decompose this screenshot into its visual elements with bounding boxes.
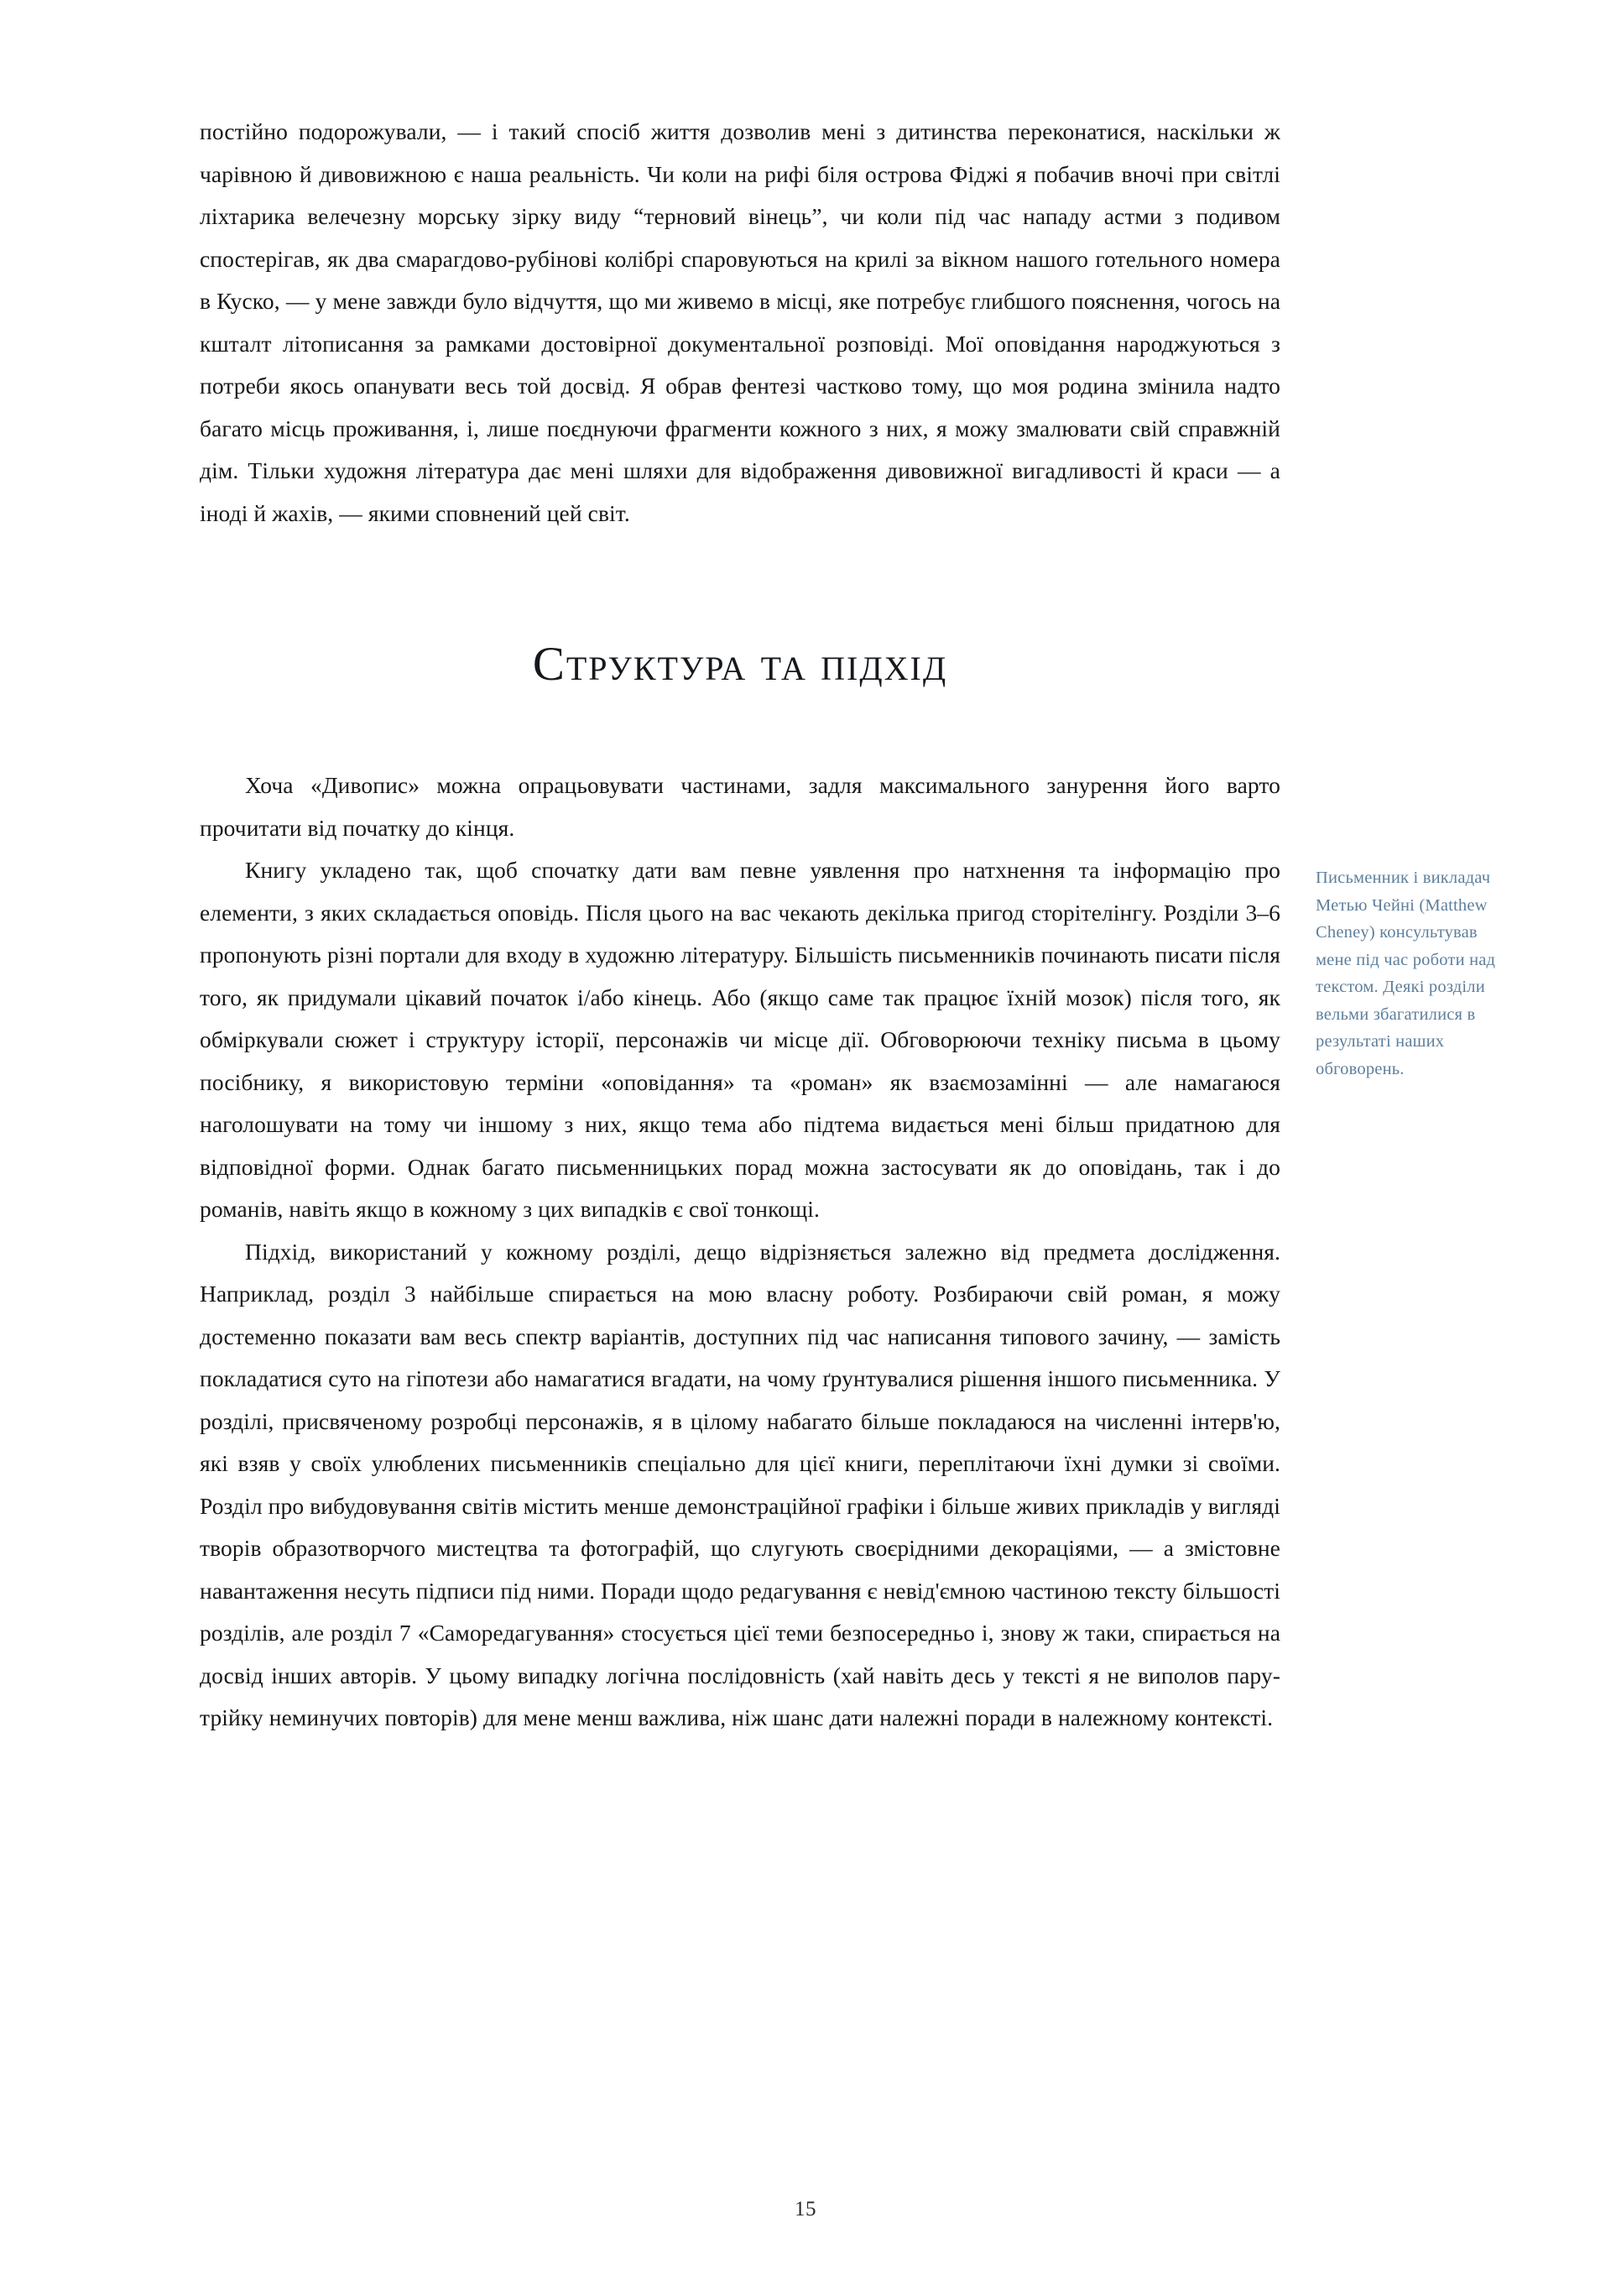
spacer-before-heading (200, 535, 1280, 637)
section-paragraph-3: Підхід, використаний у кожному розділі, дещо відрізняється залежно від предмета дослідження. Наприклад, розділ 3 найбільше спирається на мою власну роботу. Розбираючи свій роман, я можу достеменно показати вам весь спектр варіантів, доступних під час написання типового зачину, — замість покладатися суто на гіпотези або намагатися вгадати, на чому ґрунтувалися рішення іншого письменника. У розділі, присвяченому розробці персонажів, я в цілому набагато більше покладаюся на численні інтерв'ю, які взяв у своїх улюблених письменників спеціально для цієї книги, переплітаючи їхні думки зі своїми. Розділ про вибудовування світів містить менше демонстраційної графіки і більше живих прикладів у вигляді творів образотворчого мистецтва та фотографій, що слугують своєрідними декораціями, — а змістовне навантаження несуть підписи під ними. Поради щодо редагування є невід'ємною частиною тексту більшості розділів, але розділ 7 «Саморедагування» стосується цієї теми безпосередньо і, знову ж таки, спирається на досвід інших авторів. У цьому випадку логічна послідовність (хай навіть десь у тексті я не виполов пару-трійку неминучих повторів) для мене менш важлива, ніж шанс дати належні поради в належному контексті. (200, 1238, 1280, 1730)
intro-paragraph: постійно подорожували, — і такий спосіб життя дозволив мені з дитинства переконатися, наскільки ж чарівною й дивовижною є наша реальність. Чи коли на рифі біля острова Фіджі я побачив вночі при світлі ліхтарика велечезну морську зірку виду “терновий вінець”, чи коли під час нападу астми з подивом спостерігав, як два смарагдово-рубінові колібрі спаровуються на крилі за вікном нашого готельного номера в Куско, — у мене завжди було відчуття, що ми живемо в місці, яке потребує глибшого пояснення, чогось на кшталт літописання за рамками достовірної документальної розповіді. Мої оповідання народжуються з потреби якось опанувати весь той досвід. Я обрав фентезі частково тому, що моя родина змінила надто багато місць проживання, і, лише поєднуючи фрагменти кожного з них, я можу змалювати свій справжній дім. Тільки художня література дає мені шляхи для відображення дивовижної вигадливості й краси — а іноді й жахів, — якими сповнений цей світ. (200, 118, 1280, 526)
section-paragraph-1: Хоча «Дивопис» можна опрацьовувати частинами, задля максимального занурення його варто прочитати від початку до кінця. (200, 772, 1280, 841)
page-number: 15 (795, 2198, 816, 2220)
spacer-after-heading (200, 692, 1280, 764)
section-paragraph-2: Книгу укладено так, щоб спочатку дати вам певне уявлення про натхнення та інформацію про елементи, з яких складається оповідь. Після цього на вас чекають декілька пригод сторітелінгу. Розділи 3–6 пропонують різні портали для входу в художню літературу. Більшість письменників починають писати після того, як придумали цікавий початок і/або кінець. Або (якщо саме так працює їхній мозок) після того, як обміркували сюжет і структуру історії, персонажів чи місце дії. Обговорюючи техніку письма в цьому посібнику, я використовую терміни «оповідання» та «роман» як взаємозамінні — але намагаюся наголошувати на тому чи іншому з них, якщо тема або підтема видається мені більш придатною для відповідної форми. Однак багато письменницьких порад можна застосувати як до оповідань, так і до романів, навіть якщо в кожному з цих випадків є свої тонкощі. (200, 857, 1280, 1222)
section-heading: Структура та підхід (532, 638, 948, 691)
page-text-column (200, 111, 1280, 1740)
margin-note: Письменник і викладач Метью Чейні (Matthew Cheney) консультував мене під час роботи над текстом. Деякі розділи вельми збагатилися в результаті наших обговорень. (1316, 869, 1496, 1078)
